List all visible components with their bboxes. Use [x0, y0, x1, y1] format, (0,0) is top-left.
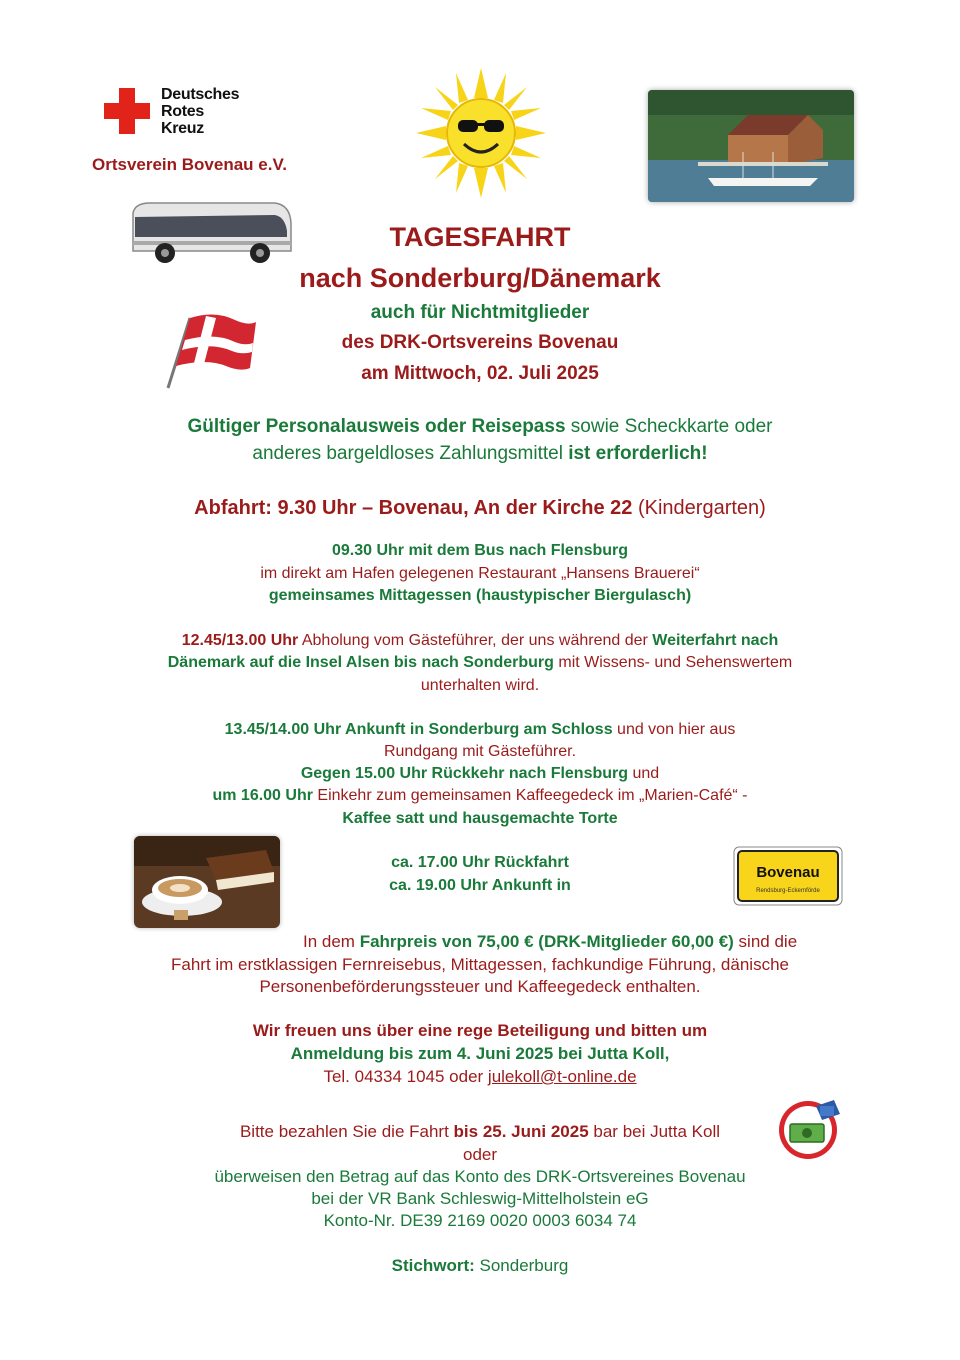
payment-deadline: bis 25. Juni 2025	[453, 1122, 589, 1141]
payment-account-number: Konto-Nr. DE39 2169 0020 0003 6034 74	[323, 1211, 637, 1230]
drk-logo-text	[161, 86, 239, 137]
schedule-arrival-rest: und von hier aus	[612, 721, 736, 738]
schedule-cafe: Einkehr zum gemeinsamen Kaffeegedeck im „Marien-Café“ -	[312, 787, 748, 804]
keyword-label: Stichwort:	[391, 1256, 475, 1275]
trip-date: am Mittwoch, 02. Juli 2025	[361, 363, 599, 384]
registration-line-2: Anmeldung bis zum 4. Juni 2025 bei Jutta Koll,	[290, 1044, 670, 1063]
return-arrival: ca. 19.00 Uhr Ankunft in	[389, 877, 571, 894]
bovenau-town-sign	[733, 846, 843, 906]
schedule-guide-time: 12.45/13.00 Uhr	[181, 632, 299, 649]
schedule-restaurant: im direkt am Hafen gelegenen Restaurant „Hansens Brauerei“	[260, 565, 700, 582]
payment-cash: bar bei Jutta Koll	[588, 1122, 721, 1141]
subtitle: nach Sonderburg/Dänemark	[299, 263, 661, 293]
schedule-and: und	[628, 765, 660, 782]
schedule-arrival: 13.45/14.00 Uhr Ankunft in Sonderburg am Schloss	[224, 721, 613, 738]
payment-intro: Bitte bezahlen Sie die Fahrt	[239, 1122, 454, 1141]
schedule-return-flensburg: Gegen 15.00 Uhr Rückkehr nach Flensburg	[300, 765, 629, 782]
sign-name: Bovenau	[756, 864, 820, 881]
price-amount: Fahrpreis von 75,00 € (DRK-Mitglieder 60,00 €)	[359, 932, 734, 951]
price-included: sind die	[733, 932, 798, 951]
schedule-guide-onward: Weiterfahrt nach	[652, 632, 779, 649]
schedule-cafe-time: um 16.00 Uhr	[212, 787, 313, 804]
requirements-payment: anderes bargeldloses Zahlungsmittel	[252, 443, 569, 464]
schedule-lunch: gemeinsames Mittagessen (haustypischer Biergulasch)	[268, 587, 692, 604]
header-ortsverein: des DRK-Ortsvereins Bovenau	[341, 332, 619, 353]
requirements-required: ist erforderlich!	[568, 443, 708, 464]
registration-line-1: Wir freuen uns über eine rege Beteiligung und bitten um	[252, 1021, 708, 1040]
sonderburg-castle-photo	[648, 90, 854, 202]
price-intro: In dem	[303, 932, 360, 951]
payment-transfer: überweisen den Betrag auf das Konto des DRK-Ortsvereines Bovenau	[214, 1167, 746, 1186]
requirements-line-2	[0, 443, 960, 465]
schedule-cafe-line	[0, 787, 960, 805]
sun-icon	[416, 68, 546, 198]
schedule-guide-text: Abholung vom Gästeführer, der uns während der	[298, 632, 653, 649]
schedule-arrival-line	[0, 721, 960, 739]
payment-or: oder	[462, 1145, 498, 1164]
price-line-2: Fahrt im erstklassigen Fernreisebus, Mittagessen, fachkundige Führung, dänische	[171, 955, 789, 974]
drk-logo	[104, 86, 264, 140]
departure-note: (Kindergarten)	[632, 497, 766, 519]
logo-line-2: Rotes	[161, 103, 204, 120]
payment-bank: bei der VR Bank Schleswig-Mittelholstein eG	[311, 1189, 649, 1208]
schedule-tour: Rundgang mit Gästeführer.	[383, 743, 577, 760]
schedule-guide-line-3: unterhalten wird.	[420, 677, 540, 694]
keyword-value: Sonderburg	[474, 1256, 569, 1275]
registration-contact	[0, 1067, 960, 1087]
title: TAGESFAHRT	[389, 222, 571, 252]
price-line-1	[303, 932, 797, 952]
keyword	[0, 1256, 960, 1276]
departure-main: Abfahrt: 9.30 Uhr – Bovenau, An der Kirche 22	[194, 497, 633, 519]
header-nonmembers: auch für Nichtmitglieder	[370, 302, 590, 323]
requirements-line-1	[0, 416, 960, 438]
sign-district: Rendsburg-Eckernförde	[756, 888, 820, 894]
requirements-id: Gültiger Personalausweis oder Reisepass	[187, 416, 566, 437]
ortsverein-name: Ortsverein Bovenau e.V.	[92, 155, 287, 174]
payment-line-1	[0, 1122, 960, 1142]
departure	[0, 497, 960, 520]
red-cross-icon	[104, 88, 150, 134]
registration-email-link[interactable]: julekoll@t-online.de	[487, 1067, 637, 1086]
schedule-bus: 09.30 Uhr mit dem Bus nach Flensburg	[331, 542, 629, 559]
return-departure: ca. 17.00 Uhr Rückfahrt	[391, 854, 569, 871]
price-line-3: Personenbeförderungssteuer und Kaffeegedeck enthalten.	[259, 977, 701, 996]
schedule-coffee-cake: Kaffee satt und hausgemachte Torte	[342, 810, 618, 827]
schedule-guide-line-2	[0, 654, 960, 672]
logo-line-3: Kreuz	[161, 120, 204, 137]
schedule-guide-knowledge: mit Wissens- und Sehenswertem	[553, 654, 793, 671]
schedule-guide-line-1	[0, 632, 960, 650]
logo-line-1: Deutsches	[161, 86, 240, 103]
schedule-return-flensburg-line	[0, 765, 960, 783]
registration-phone: Tel. 04334 1045 oder	[323, 1067, 488, 1086]
requirements-card: sowie Scheckkarte oder	[565, 416, 773, 437]
schedule-guide-destination: Dänemark auf die Insel Alsen bis nach Sonderburg	[167, 654, 554, 671]
